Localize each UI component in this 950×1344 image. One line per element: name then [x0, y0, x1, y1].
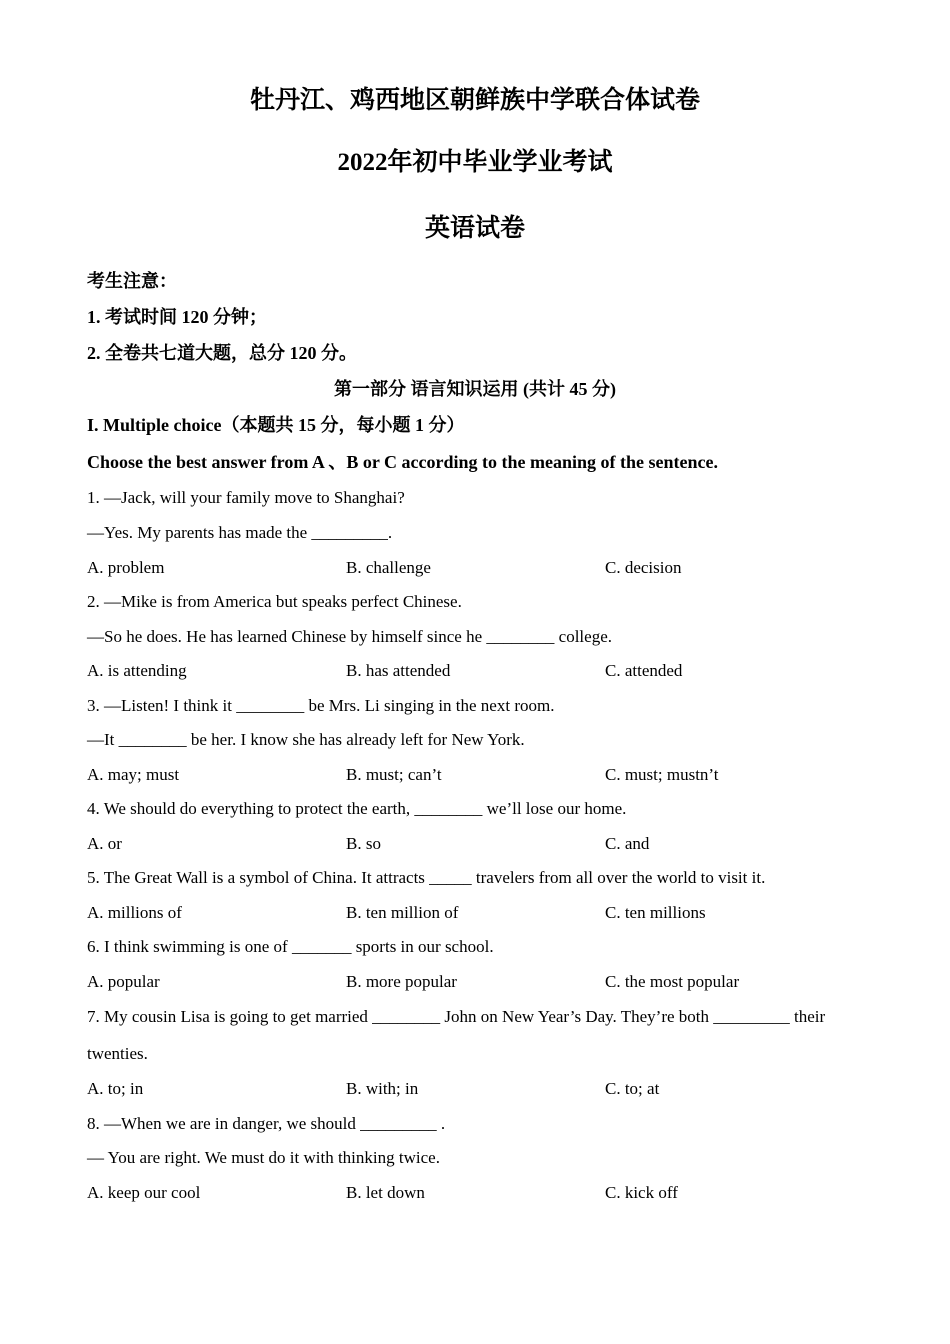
question-2-option-a: A. is attending — [87, 661, 187, 680]
part-title: 第一部分 语言知识运用 (共计 45 分) — [334, 379, 616, 399]
question-3-option-a: A. may; must — [87, 765, 180, 784]
question-4-option-b: B. so — [346, 834, 381, 853]
question-6-option-b: B. more popular — [346, 972, 457, 991]
question-4-option-a: A. or — [87, 834, 122, 853]
question-7-option-b: B. with; in — [346, 1079, 419, 1098]
exam-title-subject: 英语试卷 — [424, 215, 525, 242]
exam-title-school: 牡丹江、鸡西地区朝鲜族中学联合体试卷 — [249, 87, 700, 114]
question-2-option-b: B. has attended — [346, 661, 451, 680]
question-1-line-2: —Yes. My parents has made the _________. — [87, 523, 393, 542]
question-6-line-1: 6. I think swimming is one of _______ sports in our school. — [87, 937, 494, 956]
question-5-line-1: 5. The Great Wall is a symbol of China. It attracts _____ travelers from all over the world to visit it. — [87, 868, 766, 887]
question-8-line-2: — You are right. We must do it with thinking twice. — [87, 1148, 440, 1167]
question-5-option-a: A. millions of — [87, 903, 182, 922]
question-3-line-1: 3. —Listen! I think it ________ be Mrs. Li singing in the next room. — [87, 696, 555, 715]
section-instruction: Choose the best answer from A 、B or C according to the meaning of the sentence. — [87, 452, 718, 472]
question-8-option-a: A. keep our cool — [87, 1183, 201, 1202]
question-7-line-2: twenties. — [87, 1044, 148, 1063]
question-6-option-a: A. popular — [87, 972, 160, 991]
exam-title-year: 2022年初中毕业学业考试 — [337, 149, 613, 176]
question-7-option-c: C. to; at — [605, 1079, 660, 1098]
question-1-option-a: A. problem — [87, 558, 165, 577]
question-1-option-c: C. decision — [605, 558, 682, 577]
question-8-option-b: B. let down — [346, 1183, 425, 1202]
question-5-option-b: B. ten million of — [346, 903, 459, 922]
question-4-option-c: C. and — [605, 834, 650, 853]
question-8-option-c: C. kick off — [605, 1183, 678, 1202]
question-1-line-1: 1. —Jack, will your family move to Shanghai? — [87, 488, 405, 507]
question-1-option-b: B. challenge — [346, 558, 431, 577]
notice-heading: 考生注意： — [87, 271, 177, 291]
question-3-option-b: B. must; can’t — [346, 765, 442, 784]
section-heading: I. Multiple choice（本题共 15 分，每小题 1 分） — [87, 415, 465, 435]
notice-item-time: 1. 考试时间 120 分钟； — [87, 307, 267, 327]
question-2-option-c: C. attended — [605, 661, 683, 680]
question-3-option-c: C. must; mustn’t — [605, 765, 719, 784]
question-5-option-c: C. ten millions — [605, 903, 706, 922]
notice-item-score: 2. 全卷共七道大题，总分 120 分。 — [87, 343, 357, 363]
question-7-line-1: 7. My cousin Lisa is going to get married ________ John on New Year’s Day. They’re both _________ their — [87, 1007, 826, 1026]
question-8-line-1: 8. —When we are in danger, we should _________ . — [87, 1114, 446, 1133]
question-7-option-a: A. to; in — [87, 1079, 144, 1098]
question-2-line-1: 2. —Mike is from America but speaks perfect Chinese. — [87, 592, 462, 611]
question-3-line-2: —It ________ be her. I know she has already left for New York. — [87, 730, 525, 749]
question-6-option-c: C. the most popular — [605, 972, 740, 991]
question-4-line-1: 4. We should do everything to protect the earth, ________ we’ll lose our home. — [87, 799, 627, 818]
question-2-line-2: —So he does. He has learned Chinese by himself since he ________ college. — [87, 627, 612, 646]
